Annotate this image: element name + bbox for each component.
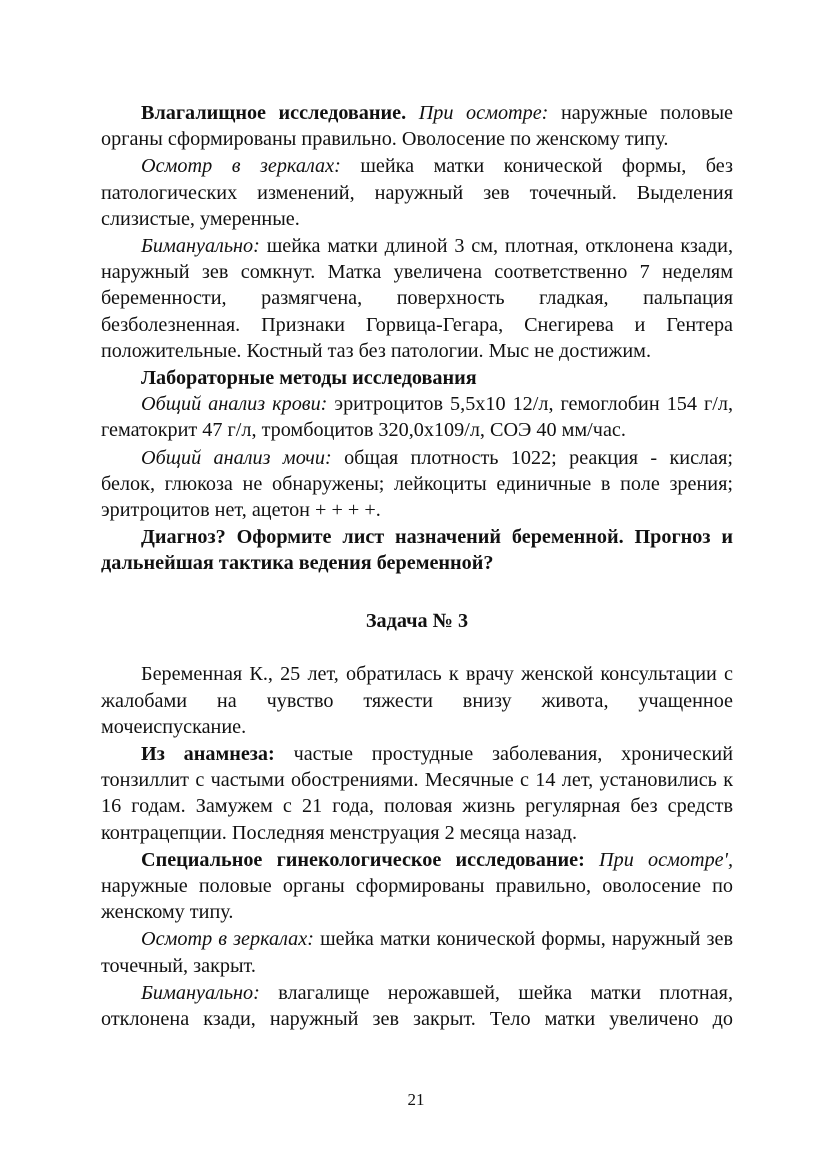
anamnesis-label: Из анамнеза:: [141, 743, 275, 766]
bimanual-label: Бимануально:: [141, 235, 260, 258]
anamnesis-paragraph: [101, 741, 733, 846]
lab-methods-heading: Лабораторные методы исследования: [141, 367, 477, 390]
urine-test-label: Общий анализ мочи:: [141, 446, 332, 469]
vaginal-exam-heading: Влагалищное исследование.: [141, 102, 407, 124]
mirror-exam-label: Осмотр в зеркалах:: [141, 155, 341, 178]
page-content: [101, 100, 733, 1032]
mirror-exam-text: шейка матки конической формы, без патологических изменений, наружный зев точечный. Выделения слизистые, умеренные.: [101, 155, 733, 230]
blood-test-paragraph: [101, 391, 733, 443]
urine-test-paragraph: [101, 445, 733, 524]
blood-test-label: Общий анализ крови:: [141, 393, 328, 416]
task-intro-paragraph: [101, 661, 733, 740]
question-paragraph: [101, 524, 733, 576]
bimanual-text: шейка матки длиной 3 см, плотная, отклонена кзади, наружный зев сомкнут. Матка увеличена соответственно 7 неделям беременности, размягчена, поверхность гладкая, пальпация безболезненная. Признаки Горвица-Гегара, Снегирева и Гентера положительные. Костный таз без патологии. Мыс не достижим.: [101, 235, 733, 362]
special-exam-label: Специальное гинекологическое исследование:: [141, 848, 585, 871]
page-number: 21: [407, 1090, 425, 1109]
task-bimanual-text: влагалище нерожавшей, шейка матки плотная, отклонена кзади, наружный зев закрыт. Тело матки увеличено до: [101, 981, 733, 1031]
special-inspection-label: При осмотре',: [599, 848, 734, 871]
special-exam-text: наружные половые органы сформированы правильно, оволосение по женскому типу.: [101, 875, 733, 924]
task-title: Задача № 3: [365, 610, 469, 633]
inspection-label: При осмотре:: [418, 102, 549, 124]
question-text: Диагноз? Оформите лист назначений беременной. Прогноз и дальнейшая тактика ведения беременной?: [101, 526, 733, 575]
task-bimanual-paragraph: [101, 980, 733, 1032]
task-mirror-paragraph: [101, 926, 733, 978]
mirror-exam-paragraph: [101, 153, 733, 232]
special-exam-paragraph: [101, 847, 733, 926]
blood-test-text: эритроцитов 5,5х10 12/л, гемоглобин 154 г/л, гематокрит 47 г/л, тромбоцитов 320,0х109/л, СОЭ 40 мм/час.: [101, 393, 734, 442]
anamnesis-text: частые простудные заболевания, хронический тонзиллит с частыми обострениями. Месячные с 14 лет, установились к 16 годам. Замужем с 21 года, половая жизнь регулярная без средств контрацепции. Последняя менструация 2 месяца назад.: [101, 743, 733, 844]
task-mirror-text: шейка матки конической формы, наружный зев точечный, закрыт.: [101, 928, 733, 977]
task-intro-text: Беременная К., 25 лет, обратилась к врачу женской консультации с жалобами на чувство тяжести внизу живота, учащенное мочеиспускание.: [101, 663, 733, 738]
bimanual-paragraph: [101, 233, 733, 364]
inspection-text: наружные половые органы сформированы правильно. Оволосение по женскому типу.: [101, 102, 734, 151]
task-mirror-label: Осмотр в зеркалах:: [141, 928, 314, 951]
urine-test-text: общая плотность 1022; реакция - кислая; белок, глюкоза не обнаружены; лейкоциты единичные в поле зрения; эритроцитов нет, ацетон + + + +.: [101, 446, 733, 522]
task-bimanual-label: Бимануально:: [141, 981, 260, 1004]
vaginal-exam-paragraph: [101, 100, 733, 152]
